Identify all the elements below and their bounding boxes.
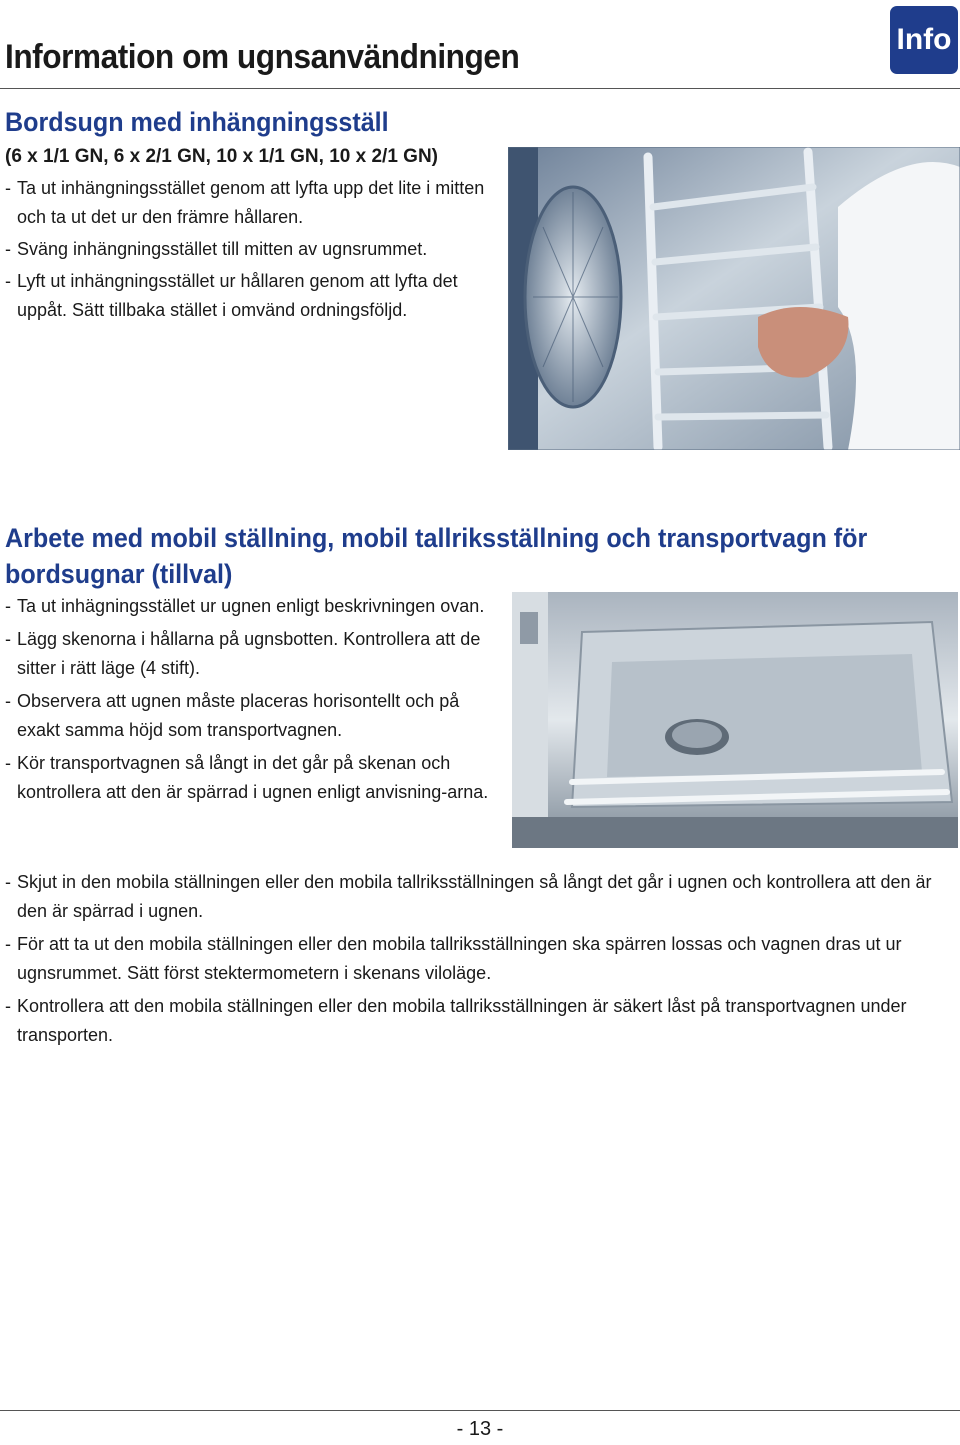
rack-removal-photo [508,147,960,450]
rack-removal-illustration [508,147,960,450]
section-mobile-rack-steps-continued [5,868,960,1050]
section-rack-steps [5,174,495,325]
section-mobile-rack-heading: Arbete med mobil ställning, mobil tallriksställning och transportvagn för bordsugnar (tillval) [5,523,868,589]
oven-rails-illustration [512,592,958,848]
page-number: - 13 - [456,1418,504,1440]
section-rack-heading: Bordsugn med inhängningsställ [5,107,389,137]
list-item: - Skjut in den mobila ställningen eller den mobila tallriksställningen så långt det går i ugnen och kontrollera att den är den är spärrad i ugnen. [5,868,960,926]
list-item: - Ta ut inhängningsstället genom att lyfta upp det lite i mitten och ta ut det ur den främre hållaren. [5,174,487,232]
list-item: - För att ta ut den mobila ställningen eller den mobila tallriksställningen ska spärren lossas och vagnen dras ut ur ugnsrummet. Sätt först stektermometern i skenans viloläge. [5,930,960,988]
oven-rails-photo [512,592,958,848]
list-item: - Kör transportvagnen så långt in det går på skenan och kontrollera att den är spärrad i ugnen enligt anvisning-arna. [5,749,492,807]
page-title: Information om ugnsanvändningen [5,38,520,76]
footer-divider [0,1410,960,1411]
section-rack-subheading: (6 x 1/1 GN, 6 x 2/1 GN, 10 x 1/1 GN, 10 x 2/1 GN) [5,146,438,167]
section-rack [5,104,505,328]
title-divider [0,88,960,89]
list-item: - Sväng inhängningsstället till mitten av ugnsrummet. [5,235,495,264]
list-item: - Ta ut inhägningsstället ur ugnen enligt beskrivningen ovan. [5,592,487,621]
list-item: - Lägg skenorna i hållarna på ugnsbotten. Kontrollera att de sitter i rätt läge (4 stift). [5,625,497,683]
list-item: - Kontrollera att den mobila ställningen eller den mobila tallriksställningen är säkert låst på transportvagnen under transporten. [5,992,960,1050]
list-item: - Lyft ut inhängningsstället ur hållaren genom att lyfta det uppåt. Sätt tillbaka stället i omvänd ordningsföljd. [5,267,487,325]
info-badge: Info [890,6,958,74]
section-mobile-rack-steps [5,592,505,807]
list-item: - Observera att ugnen måste placeras horisontellt och på exakt samma höjd som transportvagnen. [5,687,497,745]
